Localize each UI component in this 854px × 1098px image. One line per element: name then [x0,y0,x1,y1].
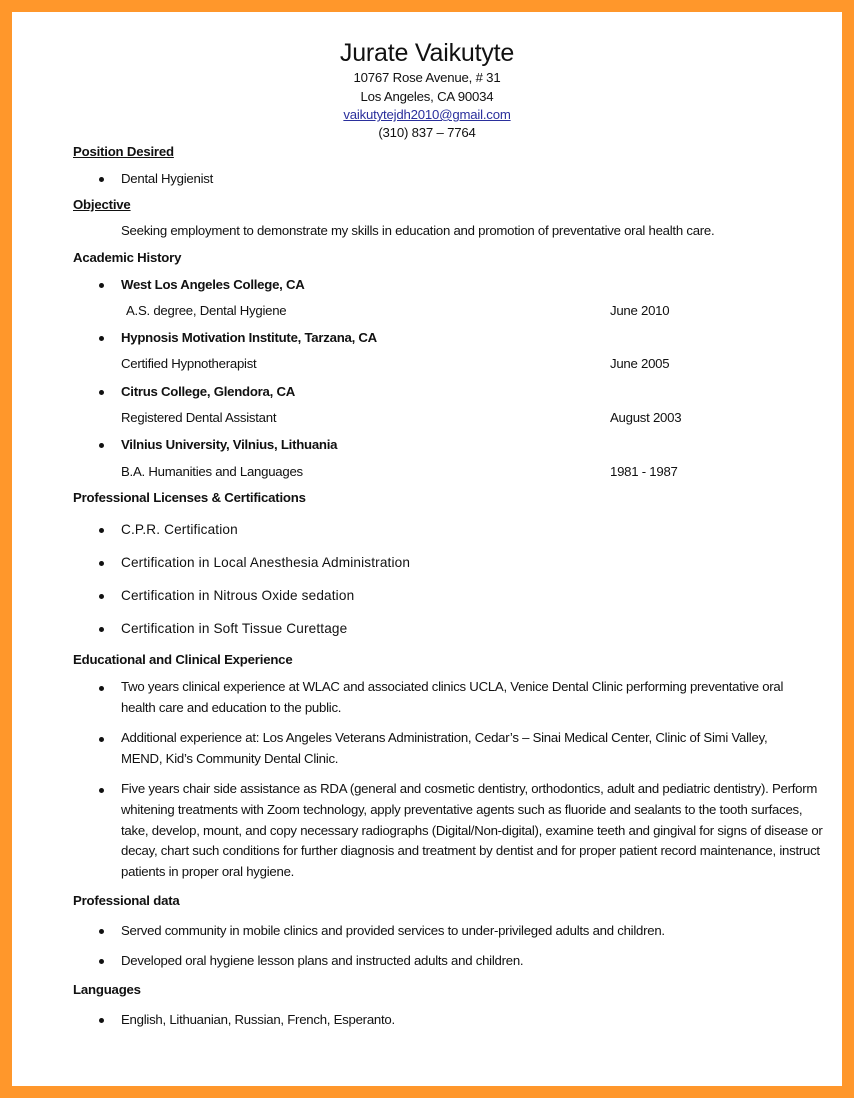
email-link[interactable]: vaikutytejdh2010@gmail.com [343,107,511,122]
position-desired-heading: Position Desired [73,144,174,159]
bullet-icon [99,788,104,793]
bullet-icon [99,528,104,533]
licenses-heading: Professional Licenses & Certifications [73,490,306,505]
bullet-icon [99,177,104,182]
bullet-icon [99,336,104,341]
academic-history-heading: Academic History [73,250,182,265]
bullet-icon [99,1018,104,1023]
email-row [12,107,842,122]
phone: (310) 837 – 7764 [378,125,476,140]
degree-date: June 2005 [610,356,670,371]
experience-item: Two years clinical experience at WLAC and associated clinics UCLA, Venice Dental Clinic performing preventative oral health care and education to the public. [121,679,784,715]
degree: B.A. Humanities and Languages [121,464,303,479]
bullet-icon [99,561,104,566]
bullet-icon [99,283,104,288]
certification-item: Certification in Local Anesthesia Administration [121,555,411,570]
professional-data-item: Served community in mobile clinics and provided services to under-privileged adults and children. [121,923,665,938]
languages-item: English, Lithuanian, Russian, French, Esperanto. [121,1012,395,1027]
languages-heading: Languages [73,982,141,997]
bullet-icon [99,390,104,395]
bullet-icon [99,627,104,632]
degree-date: August 2003 [610,410,682,425]
position-item: Dental Hygienist [121,171,214,186]
experience-item: Five years chair side assistance as RDA (general and cosmetic dentistry, orthodontics, adult and pediatric dentistry). Perform whitening treatments with Zoom technology, apply preventative agents such as fluoride and sealants to the tooth surfaces, take, develop, mount, and copy necessary radiographs (Digital/Non-digital), examine teeth and gingival for signs of disease or decay, chart such conditions for further diagnosis and treatment by dentist and for proper patient record maintenance, instruct patients in proper oral hygiene. [121,781,823,880]
bullet-icon [99,443,104,448]
school-name: Hypnosis Motivation Institute, Tarzana, CA [121,330,377,345]
school-name: Vilnius University, Vilnius, Lithuania [121,437,338,452]
objective-heading: Objective [73,197,131,212]
bullet-icon [99,929,104,934]
certification-item: C.P.R. Certification [121,522,238,537]
address-line-1: 10767 Rose Avenue, # 31 [353,70,501,85]
objective-text: Seeking employment to demonstrate my skills in education and promotion of preventative oral health care. [121,223,715,238]
school-name: Citrus College, Glendora, CA [121,384,295,399]
degree: Registered Dental Assistant [121,410,277,425]
degree: Certified Hypnotherapist [121,356,257,371]
bullet-icon [99,686,104,691]
degree: A.S. degree, Dental Hygiene [126,303,287,318]
bullet-icon [99,737,104,742]
professional-data-item: Developed oral hygiene lesson plans and instructed adults and children. [121,953,524,968]
degree-date: 1981 - 1987 [610,464,678,479]
certification-item: Certification in Soft Tissue Curettage [121,621,348,636]
school-name: West Los Angeles College, CA [121,277,305,292]
bullet-icon [99,959,104,964]
experience-item: Additional experience at: Los Angeles Veterans Administration, Cedar’s – Sinai Medical Center, Clinic of Simi Valley, MEND, Kid’s Community Dental Clinic. [121,730,768,766]
certification-item: Certification in Nitrous Oxide sedation [121,588,355,603]
experience-heading: Educational and Clinical Experience [73,652,293,667]
address-line-2: Los Angeles, CA 90034 [360,89,494,104]
degree-date: June 2010 [610,303,670,318]
applicant-name: Jurate Vaikutyte [339,39,515,67]
professional-data-heading: Professional data [73,893,180,908]
resume-page [12,12,842,1086]
bullet-icon [99,594,104,599]
